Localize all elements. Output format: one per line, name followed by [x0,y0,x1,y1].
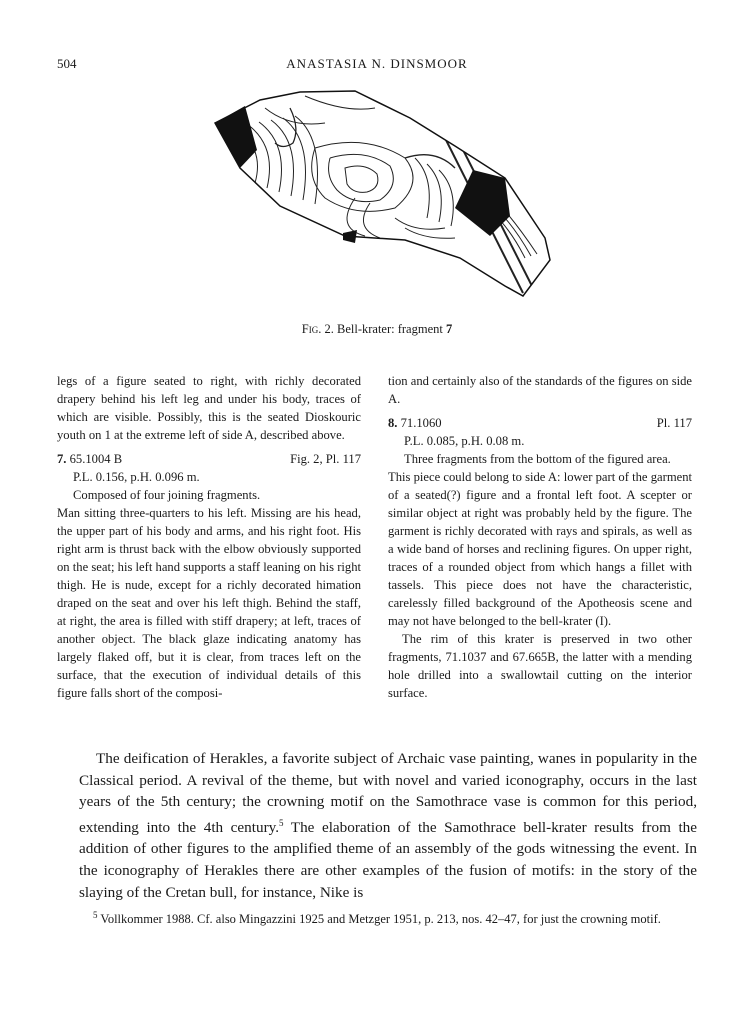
entry-reference: Pl. 117 [656,416,692,430]
entry-description: This piece could belong to side A: lower part of the garment of a seated(?) figure and a frontal left foot. A scepter or similar object at right was probably held by the figure. The garment is richly decorated with rays and spirals, as well as a wide band of horses and reclining figures. On upper right, traces of a rounded object from which hangs a fillet with tassels. This piece does not have the characteristic, carelessly filled background of the Apotheosis scene and may not have belonged to the bell-krater (I). [388,470,692,628]
entry-composition: Composed of four joining fragments. [73,488,261,502]
right-continuation: tion and certainly also of the standards of the figures on side A. [388,374,692,406]
entry-number: 8. [388,416,398,430]
page-number: 504 [57,56,77,71]
footnote [79,907,697,928]
figure-fragment-number: 7 [445,322,453,336]
page-header [57,56,697,76]
catalog-entry-heading-7 [57,450,361,468]
entry-dimensions: P.L. 0.085, p.H. 0.08 m. [404,434,525,448]
right-column [388,372,692,702]
fragment-7-drawing [205,88,557,298]
footnote-text: Vollkommer 1988. Cf. also Mingazzini 1925 and Metzger 1951, p. 213, nos. 42–47, for just the crowning motif. [97,912,661,927]
entry-description: Man sitting three-quarters to his left. Missing are his head, the upper part of his body and arms, and his right foot. His right arm is thrust back with the elbow obviously supported on the seat; his left hand supports a staff leaning on his right thigh. He is nude, except for a richly decorated himation draped on the seat and over his left thigh. Behind the staff, at right, the area is filled with stiff drapery; at left, traces of another object. The black glaze indicating anatomy has largely flaked off, but it is clear, from traces left on the surface, that the execution of individual details of this figure falls short of the composi- [57,506,361,700]
catalog-entry-heading-8 [388,414,692,432]
footnote-reference: 5 [279,817,284,828]
main-paragraph [79,748,697,903]
entry-inventory: 71.1060 [400,416,442,430]
figure-caption [57,322,697,337]
entry-reference: Fig. 2, Pl. 117 [290,452,361,466]
entry-inventory: 65.1004 B [69,452,123,466]
main-text [79,748,697,903]
entry-composition: Three fragments from the bottom of the figured area. [404,452,671,466]
left-column [57,372,361,702]
left-continuation: legs of a figure seated to right, with richly decorated drapery behind his left leg and under his body, traces of which are visible. Possibly, this is the seated Dioskouric youth on 1 at the extreme left of side A, described above. [57,374,361,442]
rim-note: The rim of this krater is preserved in two other fragments, 71.1037 and 67.665B, the latter with a mending hole drilled into a swallowtail cutting on the interior surface. [388,632,692,700]
main-text-part1: The deification of Herakles, a favorite subject of Archaic vase painting, wanes in popularity in the Classical period. A revival of the theme, but with novel and varied iconography, occurs in the last years of the 5th century; the crowning motif on the Samothrace vase is common for this period, extending into the 4th century. [79,750,697,836]
entry-number: 7. [57,452,67,466]
footnote-number: 5 [93,910,98,920]
running-head: ANASTASIA N. DINSMOOR [286,56,468,71]
entry-dimensions: P.L. 0.156, p.H. 0.096 m. [73,470,200,484]
figure-caption-text: Bell-krater: fragment [336,322,443,336]
figure-label: Fig. 2. [301,322,334,336]
main-text-part2: The elaboration of the Samothrace bell-krater results from the addition of other figures to the amplified theme of an assembly of the gods witnessing the event. In the iconography of Herakles there are other examples of the fusion of motifs: in the story of the slaying of the Cretan bull, for instance, Nike is [79,818,698,901]
